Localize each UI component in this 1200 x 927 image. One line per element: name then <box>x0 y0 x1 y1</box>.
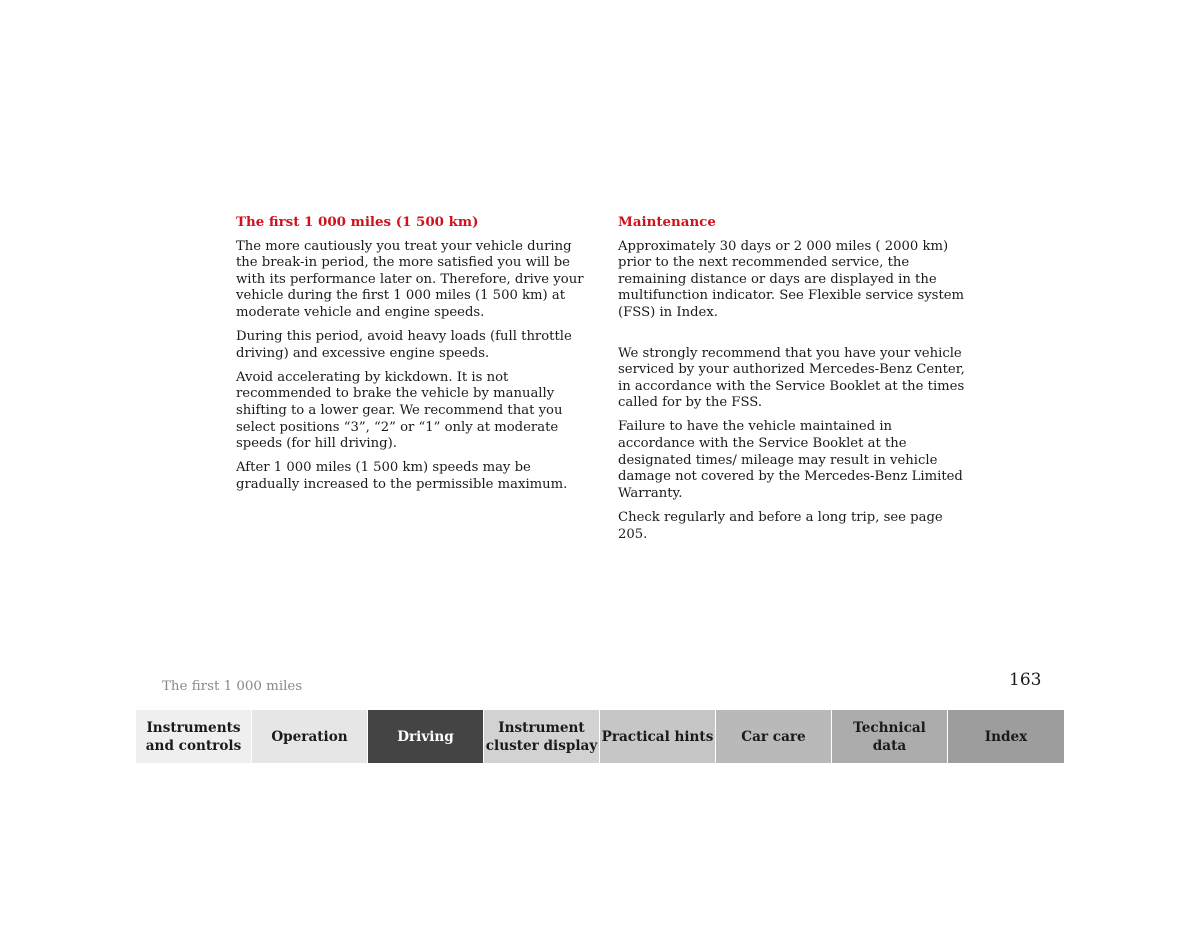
paragraph: During this period, avoid heavy loads (full throttle driving) and excessive engine speeds. <box>236 329 572 361</box>
footer-section-label: The first 1 000 miles <box>162 679 303 694</box>
tab-car-care[interactable]: Car care <box>716 710 832 763</box>
paragraph: After 1 000 miles (1 500 km) speeds may be gradually increased to the permissible maximum. <box>236 460 568 492</box>
paragraph: Avoid accelerating by kickdown. It is not recommended to brake the vehicle by manually shifting to a lower gear. We recommend that you select positions “3”, “2” or “1” only at moderate speeds (for hill driving). <box>236 369 563 452</box>
tab-driving[interactable]: Driving <box>368 710 484 763</box>
paragraph: The more cautiously you treat your vehicle during the break-in period, the more satisfied you will be with its performance later on. Therefore, drive your vehicle during the first 1 000 miles (1 500 km) at moderate vehicle and engine speeds. <box>236 238 584 320</box>
tab-instruments-and-controls[interactable]: Instruments and controls <box>136 710 252 763</box>
left-column <box>236 214 586 501</box>
paragraph: Failure to have the vehicle maintained in accordance with the Service Booklet at the designated times/ mileage may result in vehicle damage not covered by the Mercedes-Benz Limited Warranty. <box>618 419 963 501</box>
page-number: 163 <box>1009 670 1042 690</box>
section-heading-maintenance: Maintenance <box>618 214 716 230</box>
tab-practical-hints[interactable]: Practical hints <box>600 710 716 763</box>
paragraph: Approximately 30 days or 2 000 miles ( 2000 km) prior to the next recommended service, the remaining distance or days are displayed in the multifunction indicator. See Flexible service system (FSS) in Index. <box>618 238 965 320</box>
chapter-tab-bar <box>136 710 1065 763</box>
right-column <box>618 214 968 551</box>
paragraph: Check regularly and before a long trip, see page 205. <box>618 509 943 542</box>
section-heading-first-miles: The first 1 000 miles (1 500 km) <box>236 214 479 230</box>
tab-instrument-cluster-display[interactable]: Instrument cluster display <box>484 710 600 763</box>
tab-technical-data[interactable]: Technical data <box>832 710 948 763</box>
tab-operation[interactable]: Operation <box>252 710 368 763</box>
paragraph: We strongly recommend that you have your vehicle serviced by your authorized Mercedes-Benz Center, in accordance with the Service Booklet at the times called for by the FSS. <box>618 345 965 411</box>
tab-index[interactable]: Index <box>948 710 1064 763</box>
